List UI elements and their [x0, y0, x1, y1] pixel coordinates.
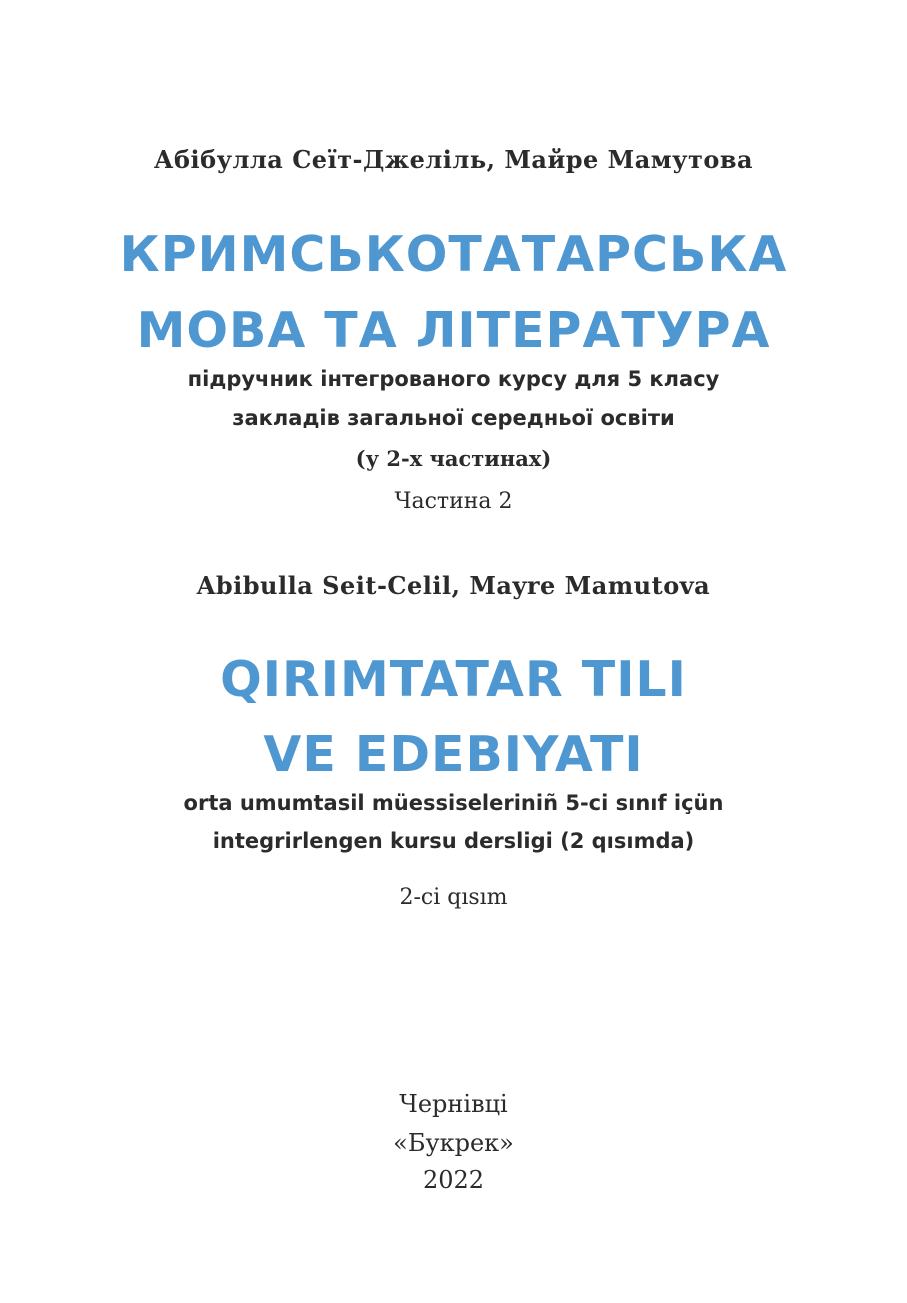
imprint-year: 2022: [422, 1166, 485, 1194]
ukrainian-subtitle-line-1: підручник інтегрованого курсу для 5 класу: [187, 367, 720, 391]
crimean-tatar-title-line-1: QIRIMTATAR TILI: [220, 651, 687, 708]
imprint-city: Чернівці: [399, 1090, 508, 1118]
crimean-tatar-title-line-2: VE EDEBIYATI: [263, 726, 644, 783]
ukrainian-title-line-2: МОВА ТА ЛІТЕРАТУРА: [136, 302, 771, 359]
ukrainian-part-number: Частина 2: [394, 489, 513, 514]
crimean-tatar-authors: Abibulla Seit-Celil, Mayre Mamutova: [196, 571, 711, 600]
ukrainian-subtitle-line-2: закладів загальної середньої освіти: [232, 406, 675, 430]
ukrainian-parts-note: (у 2-х частинах): [355, 446, 552, 471]
crimean-tatar-subtitle-line-1: orta umumtasil müessiseleriniñ 5-ci sınıf içün: [183, 791, 724, 815]
ukrainian-title-line-1: КРИМСЬКОТАТАРСЬКА: [119, 226, 788, 283]
crimean-tatar-subtitle-line-2: integrirlengen kursu dersligi (2 qısımda): [212, 829, 695, 853]
ukrainian-authors: Абібулла Сеїт-Джеліль, Майре Мамутова: [153, 145, 754, 174]
imprint-publisher: «Букрек»: [393, 1129, 514, 1157]
crimean-tatar-part-number: 2-ci qısım: [399, 885, 508, 910]
